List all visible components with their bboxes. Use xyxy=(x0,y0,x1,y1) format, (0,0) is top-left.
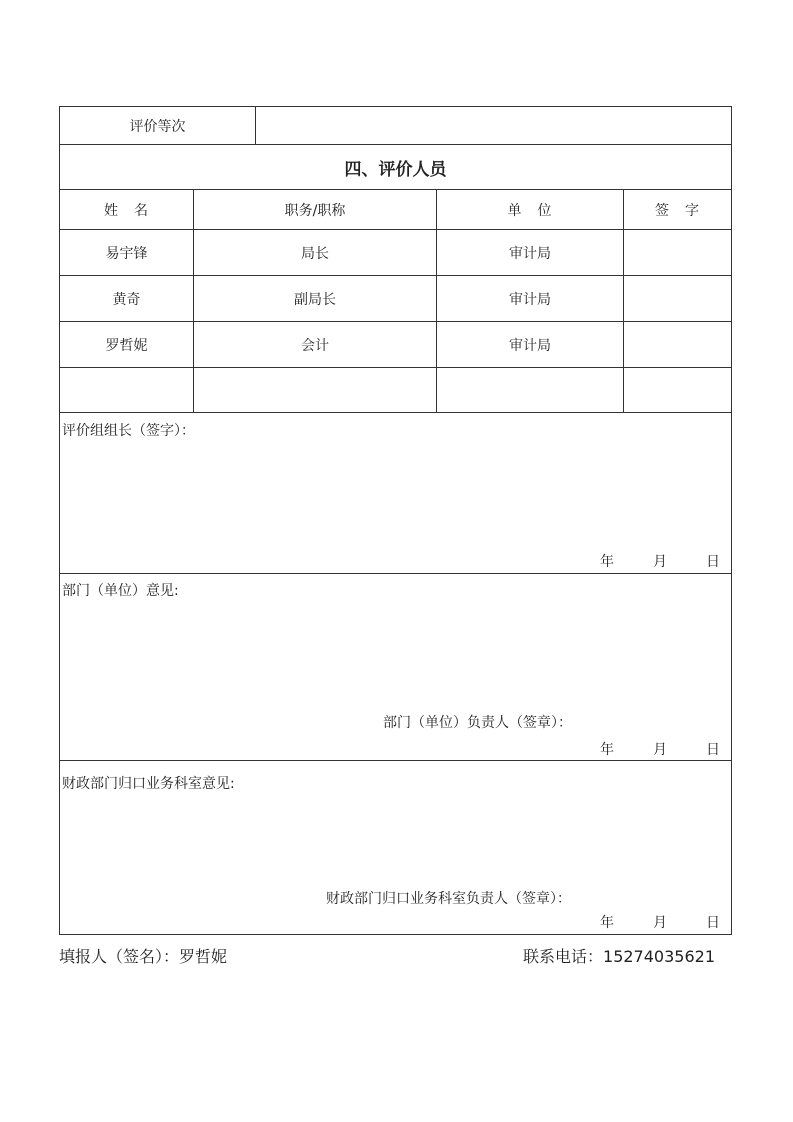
table-cell-name: 易宇锋 xyxy=(105,245,148,262)
date-month: 月 xyxy=(653,915,667,931)
table-cell-title[interactable] xyxy=(194,368,436,412)
phone-number: 15274035621 xyxy=(603,947,715,966)
table-cell-unit: 审计局 xyxy=(509,291,551,308)
divider xyxy=(59,760,732,761)
table-cell-unit: 审计局 xyxy=(509,337,551,354)
rating-label: 评价等次 xyxy=(129,118,186,135)
table-cell-signature[interactable] xyxy=(624,276,731,321)
dept-signer-label: 部门（单位）负责人（签章）： xyxy=(383,715,572,731)
table-cell-name: 黄奇 xyxy=(112,291,141,308)
date-month: 月 xyxy=(653,742,667,758)
date-year: 年 xyxy=(600,915,614,931)
header-name: 姓 名 xyxy=(104,202,149,219)
phone-label: 联系电话： xyxy=(523,947,604,966)
finance-opinion-label: 财政部门归口业务科室意见: xyxy=(62,776,235,792)
finance-signer-label: 财政部门归口业务科室负责人（签章）： xyxy=(326,891,571,907)
table-cell-signature[interactable] xyxy=(624,322,731,367)
divider xyxy=(59,412,732,413)
phone-line xyxy=(523,944,715,967)
filler-name: 罗哲妮 xyxy=(179,947,228,966)
table-cell-signature[interactable] xyxy=(624,230,731,275)
table-cell-unit: 审计局 xyxy=(509,245,551,262)
section-title: 四、评价人员 xyxy=(344,159,447,180)
leader-signature-label: 评价组组长（签字）： xyxy=(62,423,195,439)
date-year: 年 xyxy=(600,554,614,570)
filler-label: 填报人（签名）： xyxy=(59,947,180,966)
table-cell-name[interactable] xyxy=(60,368,193,412)
table-cell-unit[interactable] xyxy=(437,368,623,412)
date-day: 日 xyxy=(706,742,720,758)
table-cell-name: 罗哲妮 xyxy=(105,337,148,354)
date-day: 日 xyxy=(706,915,720,931)
table-cell-title: 局长 xyxy=(301,245,329,262)
table-cell-title: 副局长 xyxy=(294,291,336,308)
header-signature: 签 字 xyxy=(655,202,700,219)
rating-value[interactable] xyxy=(256,107,731,144)
date-year: 年 xyxy=(600,742,614,758)
table-cell-signature[interactable] xyxy=(624,368,731,412)
filler-line xyxy=(59,944,227,967)
header-title: 职务/职称 xyxy=(284,202,346,219)
finance-date xyxy=(600,912,720,932)
dept-opinion-label: 部门（单位）意见: xyxy=(62,583,179,599)
header-unit: 单 位 xyxy=(507,202,553,219)
dept-date xyxy=(600,739,720,759)
leader-date xyxy=(600,551,720,571)
table-cell-title: 会计 xyxy=(301,337,329,354)
date-month: 月 xyxy=(653,554,667,570)
divider xyxy=(59,573,732,574)
date-day: 日 xyxy=(706,554,720,570)
